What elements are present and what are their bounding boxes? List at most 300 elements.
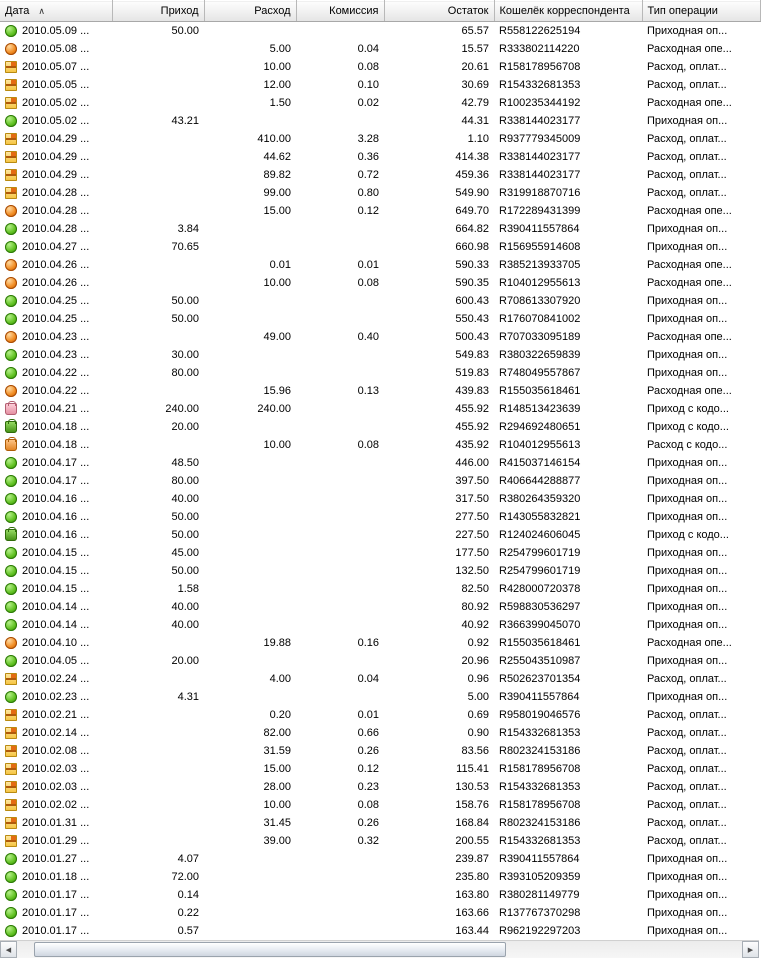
- card-operation-icon: [5, 727, 17, 739]
- green-operation-icon: [5, 295, 17, 307]
- cell-balance: 82.50: [461, 583, 489, 595]
- table-row[interactable]: [0, 850, 760, 868]
- card-operation-icon: [5, 187, 17, 199]
- cell-expense: 410.00: [257, 133, 291, 145]
- cell-fee: [296, 652, 384, 670]
- cell-date: [0, 454, 112, 472]
- cell-correspondent-wallet: R502623701354: [499, 673, 581, 685]
- cell-balance: 459.36: [455, 169, 489, 181]
- cell-balance: 65.57: [461, 25, 489, 37]
- table-row[interactable]: [0, 454, 760, 472]
- cell-balance: 44.31: [461, 115, 489, 127]
- cell-correspondent-wallet: R154332681353: [499, 781, 581, 793]
- table-row[interactable]: [0, 472, 760, 490]
- cell-balance: 132.50: [455, 565, 489, 577]
- date-label: 2010.04.25 ...: [22, 295, 90, 307]
- cell-balance: 20.96: [461, 655, 489, 667]
- cell-operation-type: Приходная оп...: [647, 853, 728, 865]
- cell-income: [112, 760, 204, 778]
- cell-balance: 455.92: [455, 403, 489, 415]
- table-row[interactable]: [0, 238, 760, 256]
- table-row[interactable]: [0, 328, 760, 346]
- date-label: 2010.04.22 ...: [22, 385, 90, 397]
- table-row[interactable]: [0, 256, 760, 274]
- cell-balance: 549.83: [455, 349, 489, 361]
- cell-correspondent-wallet: R338144023177: [499, 169, 581, 181]
- cell-date: [0, 202, 112, 220]
- table-row[interactable]: [0, 652, 760, 670]
- cell-expense: 240.00: [257, 403, 291, 415]
- cell-balance: 83.56: [461, 745, 489, 757]
- orange-operation-icon: [5, 277, 17, 289]
- cell-income: [112, 724, 204, 742]
- cell-operation-type: Расход с кодо...: [647, 439, 728, 451]
- purse-pink-operation-icon: [5, 403, 17, 415]
- cell-operation-type: Расход, оплат...: [647, 763, 727, 775]
- cell-operation-type: Расход, оплат...: [647, 817, 727, 829]
- cell-operation-type: Расход, оплат...: [647, 799, 727, 811]
- cell-date: [0, 346, 112, 364]
- date-label: 2010.04.18 ...: [22, 421, 90, 433]
- date-label: 2010.02.03 ...: [22, 781, 90, 793]
- cell-fee: [296, 544, 384, 562]
- cell-expense: [204, 688, 296, 706]
- card-operation-icon: [5, 61, 17, 73]
- cell-income: [112, 274, 204, 292]
- cell-correspondent-wallet: R390411557864: [499, 853, 580, 865]
- table-row[interactable]: [0, 58, 760, 76]
- cell-income: [112, 202, 204, 220]
- cell-income: [112, 778, 204, 796]
- table-row[interactable]: [0, 166, 760, 184]
- cell-balance: 227.50: [455, 529, 489, 541]
- cell-expense: 15.00: [263, 763, 291, 775]
- column-header-date-label: Дата: [5, 5, 30, 17]
- cell-income: [112, 742, 204, 760]
- table-row[interactable]: [0, 94, 760, 112]
- cell-fee: 0.36: [357, 151, 379, 163]
- table-row[interactable]: [0, 130, 760, 148]
- cell-income: 40.00: [171, 493, 199, 505]
- cell-fee: 0.01: [357, 709, 379, 721]
- date-label: 2010.04.16 ...: [22, 511, 90, 523]
- cell-income: [112, 166, 204, 184]
- cell-income: 72.00: [171, 871, 199, 883]
- cell-date: [0, 490, 112, 508]
- table-row[interactable]: [0, 220, 760, 238]
- cell-date: [0, 274, 112, 292]
- green-operation-icon: [5, 223, 17, 235]
- horizontal-scrollbar[interactable]: [0, 940, 759, 958]
- cell-income: 40.00: [171, 619, 199, 631]
- sort-ascending-icon: ∧: [38, 6, 46, 16]
- table-row[interactable]: [0, 724, 760, 742]
- date-label: 2010.02.03 ...: [22, 763, 90, 775]
- cell-date: [0, 400, 112, 418]
- cell-operation-type: Приходная оп...: [647, 655, 728, 667]
- cell-income: 50.00: [171, 295, 199, 307]
- cell-correspondent-wallet: R137767370298: [499, 907, 581, 919]
- cell-date: [0, 94, 112, 112]
- scroll-right-button[interactable]: ▶: [742, 941, 759, 958]
- cell-fee: 0.80: [357, 187, 379, 199]
- cell-expense: [204, 868, 296, 886]
- cell-correspondent-wallet: R155035618461: [499, 385, 581, 397]
- cell-income: 4.31: [177, 691, 199, 703]
- cell-correspondent-wallet: R255043510987: [499, 655, 581, 667]
- cell-balance: 158.76: [455, 799, 489, 811]
- cell-fee: [296, 220, 384, 238]
- cell-expense: [204, 598, 296, 616]
- cell-balance: 42.79: [461, 97, 489, 109]
- date-label: 2010.04.15 ...: [22, 547, 90, 559]
- cell-balance: 5.00: [467, 691, 489, 703]
- cell-date: [0, 904, 112, 922]
- cell-operation-type: Приходная оп...: [647, 547, 728, 559]
- table-row[interactable]: [0, 904, 760, 922]
- cell-date: [0, 760, 112, 778]
- cell-correspondent-wallet: R155035618461: [499, 637, 581, 649]
- cell-income: 20.00: [171, 655, 199, 667]
- cell-balance: 435.92: [455, 439, 489, 451]
- cell-balance: 15.57: [461, 43, 489, 55]
- cell-fee: 0.23: [357, 781, 379, 793]
- date-label: 2010.02.08 ...: [22, 745, 90, 757]
- date-label: 2010.01.17 ...: [22, 889, 90, 901]
- cell-income: [112, 256, 204, 274]
- cell-date: [0, 688, 112, 706]
- table-row[interactable]: [0, 40, 760, 58]
- date-label: 2010.02.02 ...: [22, 799, 90, 811]
- column-header-fee[interactable]: Комиссия: [296, 1, 384, 22]
- cell-fee: [296, 850, 384, 868]
- cell-expense: [204, 454, 296, 472]
- cell-operation-type: Расход, оплат...: [647, 727, 727, 739]
- cell-fee: [296, 508, 384, 526]
- cell-correspondent-wallet: R333802114220: [499, 43, 580, 55]
- green-operation-icon: [5, 655, 17, 667]
- green-operation-icon: [5, 493, 17, 505]
- cell-date: [0, 706, 112, 724]
- column-header-date[interactable]: [0, 1, 112, 22]
- cell-operation-type: Приходная оп...: [647, 349, 728, 361]
- cell-operation-type: Расход, оплат...: [647, 79, 727, 91]
- cell-expense: 89.82: [263, 169, 291, 181]
- cell-fee: [296, 922, 384, 940]
- table-row[interactable]: [0, 598, 760, 616]
- cell-expense: [204, 292, 296, 310]
- cell-operation-type: Расход, оплат...: [647, 169, 727, 181]
- cell-date: [0, 886, 112, 904]
- cell-date: [0, 598, 112, 616]
- date-label: 2010.05.07 ...: [22, 61, 90, 73]
- cell-operation-type: Расходная опе...: [647, 637, 732, 649]
- cell-balance: 1.10: [467, 133, 489, 145]
- cell-fee: [296, 454, 384, 472]
- table-row[interactable]: [0, 184, 760, 202]
- cell-fee: 0.40: [357, 331, 379, 343]
- green-operation-icon: [5, 853, 17, 865]
- date-label: 2010.04.28 ...: [22, 205, 90, 217]
- table-row[interactable]: [0, 634, 760, 652]
- cell-fee: 0.10: [357, 79, 379, 91]
- cell-expense: [204, 616, 296, 634]
- cell-fee: [296, 526, 384, 544]
- cell-operation-type: Расход, оплат...: [647, 709, 727, 721]
- cell-expense: [204, 922, 296, 940]
- table-row[interactable]: [0, 274, 760, 292]
- cell-income: [112, 382, 204, 400]
- date-label: 2010.04.27 ...: [22, 241, 90, 253]
- cell-correspondent-wallet: R708613307920: [499, 295, 581, 307]
- cell-operation-type: Приход с кодо...: [647, 529, 729, 541]
- cell-operation-type: Приходная оп...: [647, 475, 728, 487]
- green-operation-icon: [5, 925, 17, 937]
- cell-income: 80.00: [171, 367, 199, 379]
- cell-fee: 0.04: [357, 673, 379, 685]
- column-header-expense[interactable]: Расход: [204, 1, 296, 22]
- cell-date: [0, 796, 112, 814]
- cell-correspondent-wallet: R707033095189: [499, 331, 581, 343]
- cell-income: [112, 58, 204, 76]
- cell-operation-type: Расходная опе...: [647, 277, 732, 289]
- green-operation-icon: [5, 565, 17, 577]
- cell-balance: 664.82: [455, 223, 489, 235]
- table-row[interactable]: [0, 922, 760, 940]
- cell-date: [0, 508, 112, 526]
- cell-income: 240.00: [165, 403, 199, 415]
- cell-income: 20.00: [171, 421, 199, 433]
- cell-expense: 1.50: [269, 97, 291, 109]
- cell-correspondent-wallet: R176070841002: [499, 313, 581, 325]
- cell-fee: 0.26: [357, 817, 379, 829]
- cell-correspondent-wallet: R104012955613: [499, 439, 581, 451]
- cell-operation-type: Приходная оп...: [647, 907, 728, 919]
- table-body: [0, 22, 760, 941]
- cell-date: [0, 670, 112, 688]
- table-row[interactable]: [0, 868, 760, 886]
- table-row[interactable]: [0, 760, 760, 778]
- cell-correspondent-wallet: R294692480651: [499, 421, 581, 433]
- cell-date: [0, 544, 112, 562]
- date-label: 2010.05.09 ...: [22, 25, 90, 37]
- cell-date: [0, 292, 112, 310]
- table-row[interactable]: [0, 796, 760, 814]
- date-label: 2010.04.23 ...: [22, 349, 90, 361]
- table-row[interactable]: [0, 814, 760, 832]
- cell-balance: 600.43: [455, 295, 489, 307]
- date-label: 2010.04.17 ...: [22, 457, 90, 469]
- date-label: 2010.04.25 ...: [22, 313, 90, 325]
- table-row[interactable]: [0, 832, 760, 850]
- cell-operation-type: Расходная опе...: [647, 259, 732, 271]
- date-label: 2010.02.24 ...: [22, 673, 90, 685]
- cell-income: [112, 148, 204, 166]
- cell-expense: [204, 544, 296, 562]
- cell-fee: 0.08: [357, 439, 379, 451]
- cell-fee: [296, 22, 384, 41]
- cell-operation-type: Расходная опе...: [647, 97, 732, 109]
- table-row[interactable]: [0, 76, 760, 94]
- cell-operation-type: Расход, оплат...: [647, 835, 727, 847]
- scrollbar-track[interactable]: [17, 941, 742, 958]
- cell-fee: 0.16: [357, 637, 379, 649]
- table-row[interactable]: [0, 526, 760, 544]
- column-header-operation-type[interactable]: Тип операции: [642, 1, 760, 22]
- cell-date: [0, 310, 112, 328]
- card-operation-icon: [5, 745, 17, 757]
- cell-income: 50.00: [171, 529, 199, 541]
- cell-expense: 12.00: [263, 79, 291, 91]
- cell-fee: [296, 580, 384, 598]
- cell-balance: 40.92: [461, 619, 489, 631]
- cell-correspondent-wallet: R962192297203: [499, 925, 581, 937]
- table-row[interactable]: [0, 346, 760, 364]
- table-row[interactable]: [0, 22, 760, 41]
- cell-operation-type: Приходная оп...: [647, 493, 728, 505]
- cell-correspondent-wallet: R380264359320: [499, 493, 581, 505]
- table-row[interactable]: [0, 616, 760, 634]
- cell-date: [0, 256, 112, 274]
- table-row[interactable]: [0, 418, 760, 436]
- cell-income: 1.58: [177, 583, 199, 595]
- purse-green-operation-icon: [5, 529, 17, 541]
- cell-date: [0, 382, 112, 400]
- cell-fee: [296, 904, 384, 922]
- column-header-balance[interactable]: Остаток: [384, 1, 494, 22]
- cell-expense: [204, 22, 296, 41]
- table-row[interactable]: [0, 400, 760, 418]
- table-row[interactable]: [0, 670, 760, 688]
- table-row[interactable]: [0, 742, 760, 760]
- cell-expense: 10.00: [263, 799, 291, 811]
- table-row[interactable]: [0, 886, 760, 904]
- table-row[interactable]: [0, 508, 760, 526]
- column-header-correspondent-wallet[interactable]: Кошелёк корреспондента: [494, 1, 642, 22]
- green-operation-icon: [5, 349, 17, 361]
- table-row[interactable]: [0, 310, 760, 328]
- orange-operation-icon: [5, 331, 17, 343]
- cell-expense: 10.00: [263, 439, 291, 451]
- table-row[interactable]: [0, 202, 760, 220]
- cell-balance: 239.87: [455, 853, 489, 865]
- cell-expense: 99.00: [263, 187, 291, 199]
- cell-balance: 397.50: [455, 475, 489, 487]
- cell-date: [0, 76, 112, 94]
- column-header-income[interactable]: Приход: [112, 1, 204, 22]
- table-row[interactable]: [0, 112, 760, 130]
- cell-balance: 130.53: [455, 781, 489, 793]
- cell-expense: 39.00: [263, 835, 291, 847]
- cell-fee: 0.02: [357, 97, 379, 109]
- table-row[interactable]: [0, 580, 760, 598]
- table-row[interactable]: [0, 778, 760, 796]
- cell-balance: 649.70: [455, 205, 489, 217]
- cell-balance: 439.83: [455, 385, 489, 397]
- cell-correspondent-wallet: R415037146154: [499, 457, 581, 469]
- cell-balance: 0.69: [467, 709, 489, 721]
- scroll-left-button[interactable]: ◀: [0, 941, 17, 958]
- table-row[interactable]: [0, 364, 760, 382]
- cell-income: 43.21: [171, 115, 199, 127]
- table-row[interactable]: [0, 490, 760, 508]
- cell-date: [0, 850, 112, 868]
- cell-balance: 590.33: [455, 259, 489, 271]
- table-row[interactable]: [0, 148, 760, 166]
- cell-correspondent-wallet: R366399045070: [499, 619, 581, 631]
- cell-expense: 4.00: [269, 673, 291, 685]
- card-operation-icon: [5, 79, 17, 91]
- cell-fee: [296, 292, 384, 310]
- date-label: 2010.02.21 ...: [22, 709, 90, 721]
- cell-correspondent-wallet: R958019046576: [499, 709, 581, 721]
- table-row[interactable]: [0, 706, 760, 724]
- cell-balance: 30.69: [461, 79, 489, 91]
- green-operation-icon: [5, 547, 17, 559]
- table-row[interactable]: [0, 436, 760, 454]
- cell-balance: 500.43: [455, 331, 489, 343]
- cell-date: [0, 112, 112, 130]
- date-label: 2010.04.28 ...: [22, 223, 90, 235]
- cell-balance: 163.44: [455, 925, 489, 937]
- date-label: 2010.04.23 ...: [22, 331, 90, 343]
- cell-fee: [296, 472, 384, 490]
- cell-expense: [204, 238, 296, 256]
- cell-date: [0, 328, 112, 346]
- cell-date: [0, 652, 112, 670]
- table-row[interactable]: [0, 688, 760, 706]
- orange-operation-icon: [5, 259, 17, 271]
- cell-fee: 0.66: [357, 727, 379, 739]
- cell-expense: 49.00: [263, 331, 291, 343]
- cell-fee: 0.32: [357, 835, 379, 847]
- green-operation-icon: [5, 115, 17, 127]
- cell-income: [112, 832, 204, 850]
- cell-expense: 0.20: [269, 709, 291, 721]
- cell-correspondent-wallet: R158178956708: [499, 763, 581, 775]
- date-label: 2010.01.17 ...: [22, 907, 90, 919]
- cell-date: [0, 562, 112, 580]
- cell-fee: [296, 238, 384, 256]
- green-operation-icon: [5, 241, 17, 253]
- cell-fee: [296, 418, 384, 436]
- cell-fee: 0.08: [357, 61, 379, 73]
- cell-date: [0, 580, 112, 598]
- green-operation-icon: [5, 511, 17, 523]
- purse-orange-operation-icon: [5, 439, 17, 451]
- cell-operation-type: Расход, оплат...: [647, 745, 727, 757]
- cell-balance: 519.83: [455, 367, 489, 379]
- cell-expense: [204, 346, 296, 364]
- date-label: 2010.05.02 ...: [22, 115, 90, 127]
- table-row[interactable]: [0, 544, 760, 562]
- cell-fee: [296, 688, 384, 706]
- scrollbar-thumb[interactable]: [34, 942, 506, 957]
- table-row[interactable]: [0, 562, 760, 580]
- cell-date: [0, 436, 112, 454]
- table-row[interactable]: [0, 382, 760, 400]
- cell-date: [0, 832, 112, 850]
- cell-income: [112, 670, 204, 688]
- cell-operation-type: Приходная оп...: [647, 691, 728, 703]
- table-row[interactable]: [0, 292, 760, 310]
- date-label: 2010.04.10 ...: [22, 637, 90, 649]
- cell-expense: [204, 904, 296, 922]
- date-label: 2010.04.18 ...: [22, 439, 90, 451]
- card-operation-icon: [5, 673, 17, 685]
- card-operation-icon: [5, 817, 17, 829]
- green-operation-icon: [5, 889, 17, 901]
